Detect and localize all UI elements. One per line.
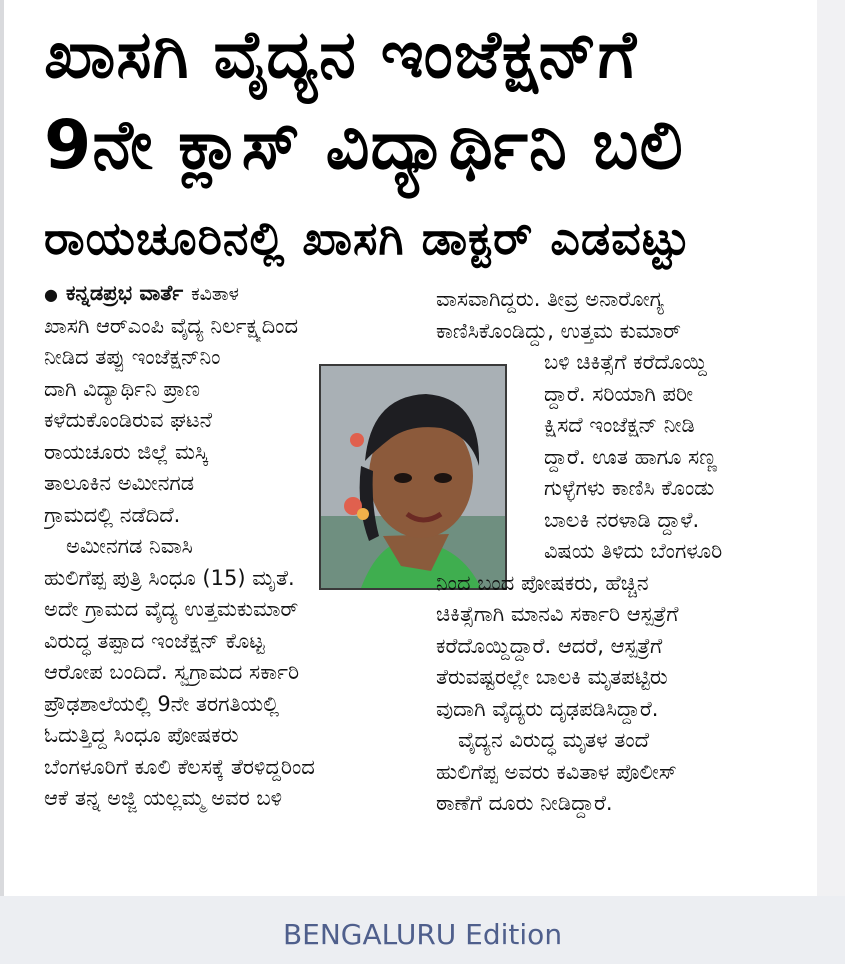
col2-line: ವಾಸವಾಗಿದ್ದರು. ತೀವ್ರ ಅನಾರೋಗ್ಯ <box>436 287 664 311</box>
scrollbar-track[interactable] <box>817 0 845 896</box>
col1-line: ಅದೇ ಗ್ರಾಮದ ವೈದ್ಯ ಉತ್ತಮಕುಮಾರ್ <box>44 597 299 621</box>
col2-line: ಹುಲಿಗೆಪ್ಪ ಅವರು ಕವಿತಾಳ ಪೊಲೀಸ್ <box>436 759 677 784</box>
col2-line: ಬಾಲಕಿ ನರಳಾಡಿ ದ್ದಾಳೆ. <box>544 507 700 532</box>
dateline-place: ಕವಿತಾಳ <box>191 283 239 305</box>
col1-line: ಆಕೆ ತನ್ನ ಅಜ್ಜಿ ಯಲ್ಲಮ್ಮ ಅವರ ಬಳಿ <box>44 786 283 810</box>
col2-line: ತೆರುವಷ್ಟರಲ್ಲೇ ಬಾಲಕಿ ಮೃತಪಟ್ಟಿರು <box>436 665 668 689</box>
headline-line-2: 9ನೇ ಕ್ಲಾಸ್ ವಿದ್ಯಾರ್ಥಿನಿ ಬಲಿ <box>44 106 684 185</box>
headline-line-1: ಖಾಸಗಿ ವೈದ್ಯನ ಇಂಜೆಕ್ಷನ್‌ಗೆ <box>44 16 638 93</box>
col1-line: ಪ್ರೌಢಶಾಲೆಯಲ್ಲಿ 9ನೇ ತರಗತಿಯಲ್ಲಿ <box>44 691 280 716</box>
col1-line: ಹುಲಿಗೆಪ್ಪ ಪುತ್ರಿ ಸಿಂಧೂ (15) ಮೃತೆ. <box>44 565 295 590</box>
subheadline: ರಾಯಚೂರಿನಲ್ಲಿ ಖಾಸಗಿ ಡಾಕ್ಟರ್ ಎಡವಟ್ಟು <box>44 211 691 265</box>
col2-line: ವಿಷಯ ತಿಳಿದು ಬೆಂಗಳೂರಿ <box>544 539 723 563</box>
col2-line: ಕರೆದೊಯ್ದಿದ್ದಾರೆ. ಆದರೆ, ಆಸ್ಪತ್ರೆಗೆ <box>436 633 663 658</box>
col1-line: ದಾಗಿ ವಿದ್ಯಾರ್ಥಿನಿ ಪ್ರಾಣ <box>44 376 201 401</box>
bullet-icon: ● <box>44 285 58 304</box>
col2-line: ಬಳಿ ಚಿಕಿತ್ಸೆಗೆ ಕರೆದೊಯ್ದಿ <box>544 350 707 374</box>
col2-line: ಗುಳ್ಳೆಗಳು ಕಾಣಿಸಿ ಕೊಂಡು <box>544 476 715 500</box>
news-source: ಕನ್ನಡಪ್ರಭ ವಾರ್ತೆ <box>65 281 184 305</box>
col1-line: ಖಾಸಗಿ ಆರ್‌ಎಂಪಿ ವೈದ್ಯ ನಿರ್ಲಕ್ಷ್ಯದಿಂದ <box>44 313 299 338</box>
col2-line: ವುದಾಗಿ ವೈದ್ಯರು ದೃಢಪಡಿಸಿದ್ದಾರೆ. <box>436 696 659 721</box>
col1-line: ಗ್ರಾಮದಲ್ಲಿ ನಡೆದಿದೆ. <box>44 502 181 527</box>
col2-line: ಕಾಣಿಸಿಕೊಂಡಿದ್ದು, ಉತ್ತಮ ಕುಮಾರ್ <box>436 318 682 343</box>
col2-line: ಚಿಕಿತ್ಸೆಗಾಗಿ ಮಾನವಿ ಸರ್ಕಾರಿ ಆಸ್ಪತ್ರೆಗೆ <box>436 602 679 626</box>
col1-line: ರಾಯಚೂರು ಜಿಲ್ಲೆ ಮಸ್ಕಿ <box>44 439 209 464</box>
col2-line: ನಿಂದ ಬಂದ ಪೋಷಕರು, ಹೆಚ್ಚಿನ <box>436 570 649 595</box>
col1-line: ಆರೋಪ ಬಂದಿದೆ. ಸ್ವಗ್ರಾಮದ ಸರ್ಕಾರಿ <box>44 660 300 684</box>
col1-line: ವಿರುದ್ಧ ತಪ್ಪಾದ ಇಂಜೆಕ್ಷನ್ ಕೊಟ್ಟ <box>44 628 265 653</box>
edition-caption: BENGALURU Edition <box>282 918 563 951</box>
column-2 <box>436 284 792 820</box>
col2-line: ಕ್ಷಿಸದೆ ಇಂಜೆಕ್ಷನ್ ನೀಡಿ <box>544 413 695 437</box>
col2-line: ವೈದ್ಯನ ವಿರುದ್ಧ ಮೃತಳ ತಂದೆ <box>458 728 650 752</box>
col2-line: ದ್ದಾರೆ. ಊತ ಹಾಗೂ ಸಣ್ಣ <box>544 444 718 469</box>
col1-line: ತಾಲೂಕಿನ ಅಮೀನಗಡ <box>44 471 195 495</box>
col2-line: ದ್ದಾರೆ. ಸರಿಯಾಗಿ ಪರೀ <box>544 381 694 406</box>
col1-line: ಓದುತ್ತಿದ್ದ ಸಿಂಧೂ ಪೋಷಕರು <box>44 723 239 747</box>
col2-line: ಠಾಣೆಗೆ ದೂರು ನೀಡಿದ್ದಾರೆ. <box>436 791 613 815</box>
left-border <box>0 0 4 896</box>
byline <box>44 278 404 311</box>
col1-line: ಕಳೆದುಕೊಂಡಿರುವ ಘಟನೆ <box>44 408 213 432</box>
col1-line: ಅಮೀನಗಡ ನಿವಾಸಿ <box>66 534 193 558</box>
col1-line: ಬೆಂಗಳೂರಿಗೆ ಕೂಲಿ ಕೆಲಸಕ್ಕೆ ತೆರಳಿದ್ದರಿಂದ <box>44 754 315 779</box>
col1-line: ನೀಡಿದ ತಪ್ಪು ಇಂಜೆಕ್ಷನ್‌ನಿಂ <box>44 345 221 369</box>
